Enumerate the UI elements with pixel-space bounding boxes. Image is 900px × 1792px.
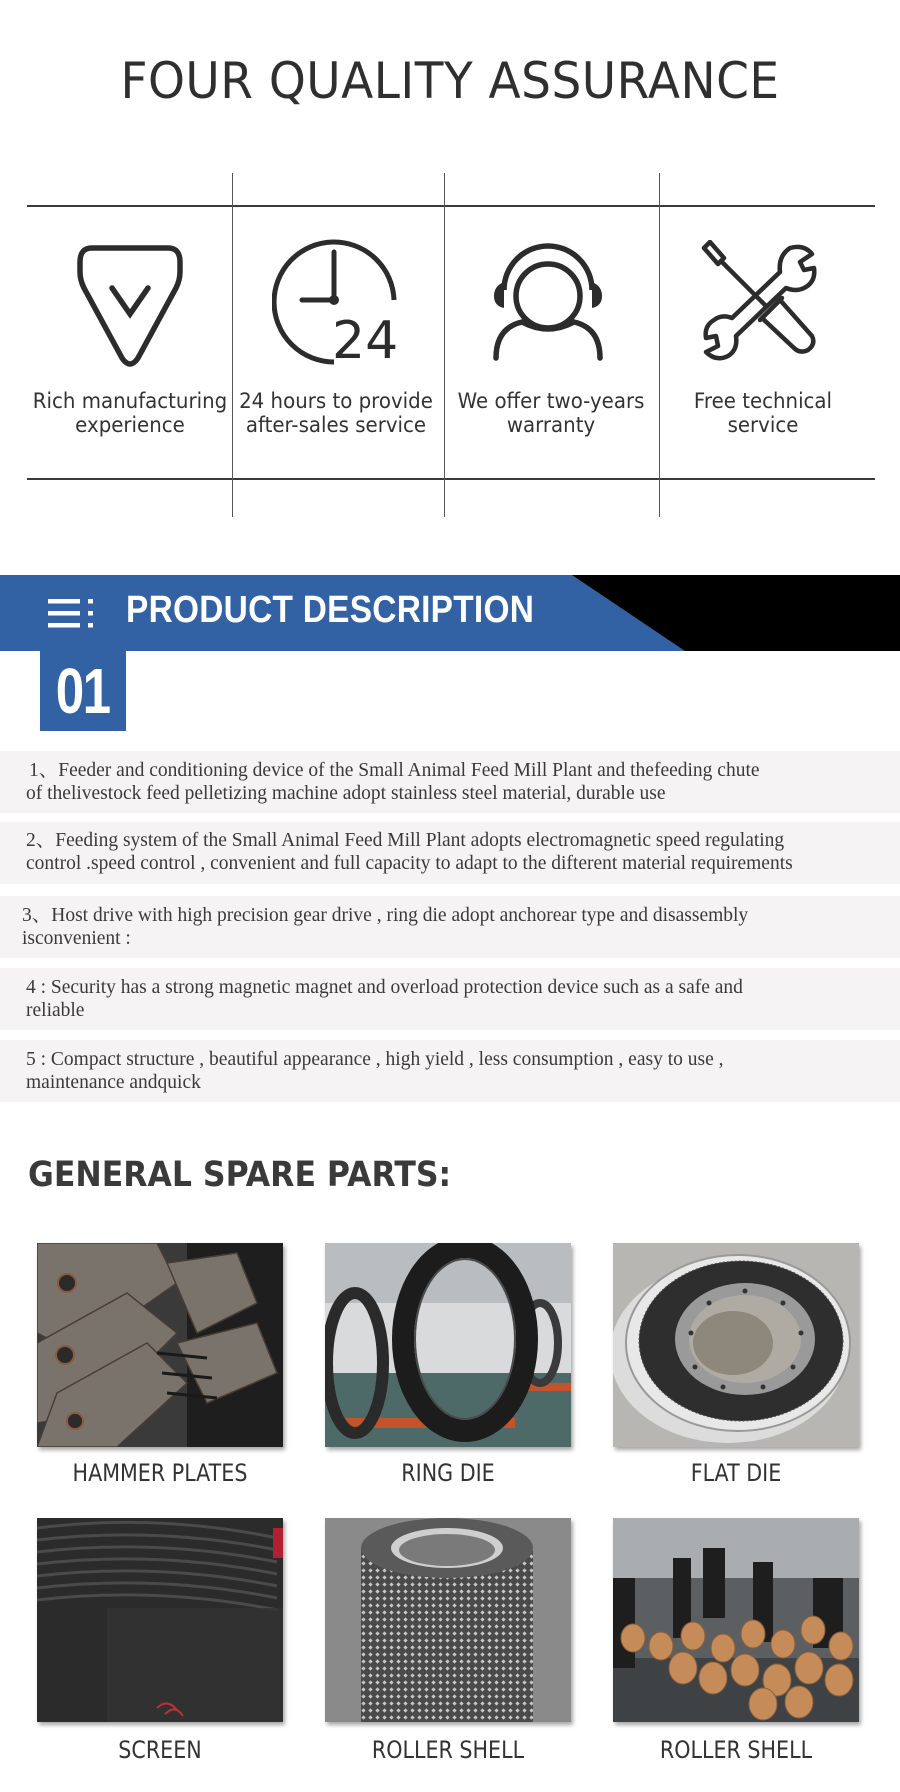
spare-parts-title: GENERAL SPARE PARTS: bbox=[28, 1155, 452, 1195]
headset-support-icon bbox=[488, 240, 608, 370]
quality-item-24h-service bbox=[230, 238, 440, 368]
roller-shell-stock-photo bbox=[613, 1518, 859, 1722]
part-card-roller-shell[interactable] bbox=[325, 1518, 571, 1764]
description-paragraph: 1、Feeder and conditioning device of the Small Animal Feed Mill Plant and thefeeding chute of thelivestock feed pelletizing machine adopt stainless steel material, durable use bbox=[0, 751, 900, 813]
part-label: SCREEN bbox=[118, 1736, 202, 1764]
part-label: ROLLER SHELL bbox=[371, 1736, 525, 1764]
part-label: HAMMER PLATES bbox=[72, 1459, 248, 1487]
grid-top-divider bbox=[27, 205, 875, 207]
part-card-roller-shell-stock[interactable] bbox=[613, 1518, 859, 1764]
wrench-screwdriver-icon bbox=[700, 240, 820, 370]
ring-die-photo bbox=[325, 1243, 571, 1447]
quality-item-manufacturing bbox=[25, 240, 235, 370]
banner-title: PRODUCT DESCRIPTION bbox=[126, 589, 535, 631]
screen-photo bbox=[37, 1518, 283, 1722]
hammer-plates-photo bbox=[37, 1243, 283, 1447]
quality-label: We offer two-years warranty bbox=[457, 389, 645, 438]
clock-24-icon bbox=[272, 238, 402, 368]
svg-text:24: 24 bbox=[332, 311, 399, 368]
quality-label: 24 hours to provide after-sales service bbox=[239, 389, 433, 438]
section-banner bbox=[0, 575, 900, 651]
part-label: FLAT DIE bbox=[690, 1459, 782, 1487]
roller-shell-photo bbox=[325, 1518, 571, 1722]
description-paragraph: 4 : Security has a strong magnetic magnet and overload protection device such as a safe and reliable bbox=[0, 968, 900, 1030]
quality-item-technical-service bbox=[655, 240, 865, 370]
description-paragraph: 2、Feeding system of the Small Animal Feed Mill Plant adopts electromagnetic speed regulating control .speed control , convenient and full capacity to adapt to the difterent material requirements bbox=[0, 822, 900, 884]
grid-column-divider bbox=[444, 173, 445, 517]
part-card-screen[interactable] bbox=[37, 1518, 283, 1764]
shield-check-icon bbox=[70, 240, 190, 370]
part-label: RING DIE bbox=[401, 1459, 495, 1487]
part-card-hammer-plates[interactable] bbox=[37, 1243, 283, 1487]
description-paragraph: 5 : Compact structure , beautiful appearance , high yield , less consumption , easy to use , maintenance andquick bbox=[0, 1040, 900, 1102]
description-paragraph: 3、Host drive with high precision gear drive , ring die adopt anchorear type and disassembly isconvenient : bbox=[0, 896, 900, 958]
grid-bottom-divider bbox=[27, 478, 875, 480]
flat-die-photo bbox=[613, 1243, 859, 1447]
quality-grid bbox=[0, 0, 900, 520]
quality-label: Free technical service bbox=[693, 389, 833, 438]
section-number-badge bbox=[40, 651, 126, 731]
part-label: ROLLER SHELL bbox=[659, 1736, 813, 1764]
part-card-flat-die[interactable] bbox=[613, 1243, 859, 1487]
section-number: 01 bbox=[56, 655, 110, 727]
part-card-ring-die[interactable] bbox=[325, 1243, 571, 1487]
list-menu-icon bbox=[48, 599, 96, 629]
quality-title: FOUR QUALITY ASSURANCE bbox=[120, 52, 780, 110]
quality-label: Rich manufacturing experience bbox=[32, 389, 228, 438]
quality-item-warranty bbox=[446, 240, 656, 370]
